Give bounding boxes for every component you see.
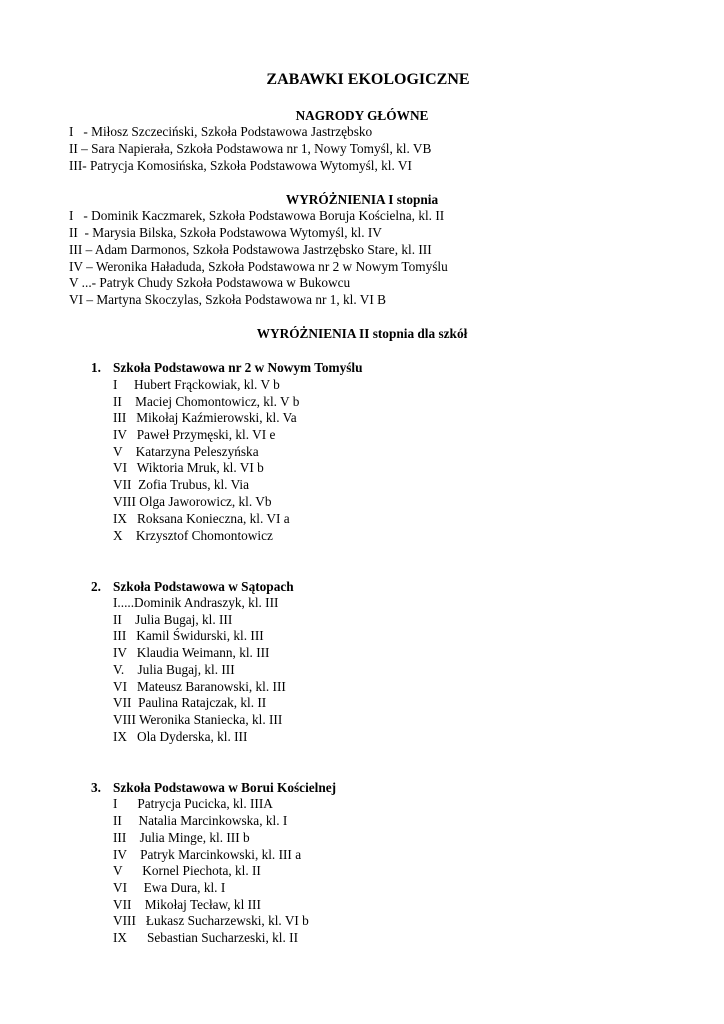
distinction-1-line: I - Dominik Kaczmarek, Szkoła Podstawowa Boruja Kościelna, kl. II [69,208,445,223]
school-entry: V. Julia Bugaj, kl. III [113,662,235,677]
school-entry: VII Paulina Ratajczak, kl. II [113,695,267,710]
school-entry: I Patrycja Pucicka, kl. IIIA [113,796,273,811]
main-prize-line: III- Patrycja Komosińska, Szkoła Podstawowa Wytomyśl, kl. VI [69,158,412,173]
school-entry: V Kornel Piechota, kl. II [113,863,261,878]
school-entry: I Hubert Frąckowiak, kl. V b [113,377,280,392]
school-entry: II Maciej Chomontowicz, kl. V b [113,394,300,409]
school-entry: II Julia Bugaj, kl. III [113,612,233,627]
distinctions-1-heading: WYRÓŻNIENIA I stopnia [285,192,439,207]
school-entry: II Natalia Marcinkowska, kl. I [113,813,288,828]
distinction-1-line: VI – Martyna Skoczylas, Szkoła Podstawowa nr 1, kl. VI B [69,292,386,307]
school-entry: VIII Olga Jaworowicz, kl. Vb [113,494,272,509]
school-name: Szkoła Podstawowa nr 2 w Nowym Tomyślu [113,360,363,375]
distinction-1-line: III – Adam Darmonos, Szkoła Podstawowa Jastrzębsko Stare, kl. III [69,242,432,257]
school-entry: VI Wiktoria Mruk, kl. VI b [113,460,264,475]
school-entry: IX Sebastian Sucharzeski, kl. II [113,930,299,945]
school-entry: X Krzysztof Chomontowicz [113,528,273,543]
distinction-1-line: V ...- Patryk Chudy Szkoła Podstawowa w Bukowcu [69,275,351,290]
school-entry: VIII Weronika Staniecka, kl. III [113,712,283,727]
distinctions-2-heading: WYRÓŻNIENIA II stopnia dla szkół [256,326,468,341]
main-prize-line: II – Sara Napierała, Szkoła Podstawowa nr 1, Nowy Tomyśl, kl. VB [69,141,432,156]
school-entry: III Kamil Świdurski, kl. III [113,628,264,643]
school-heading [91,780,336,797]
school-entry: I.....Dominik Andraszyk, kl. III [113,595,279,610]
school-entry: VII Zofia Trubus, kl. Via [113,477,249,492]
school-number: 2. [91,579,101,594]
school-entry: IX Ola Dyderska, kl. III [113,729,248,744]
school-entry: VI Mateusz Baranowski, kl. III [113,679,286,694]
school-entry: V Katarzyna Peleszyńska [113,444,259,459]
school-entry: IV Paweł Przymęski, kl. VI e [113,427,276,442]
school-entry: IV Klaudia Weimann, kl. III [113,645,270,660]
school-entry: VI Ewa Dura, kl. I [113,880,226,895]
school-entry: IX Roksana Konieczna, kl. VI a [113,511,290,526]
school-number: 1. [91,360,101,375]
main-prize-line: I - Miłosz Szczeciński, Szkoła Podstawowa Jastrzębsko [69,124,373,139]
school-entry: VII Mikołaj Tecław, kl III [113,897,261,912]
school-name: Szkoła Podstawowa w Sątopach [113,579,294,594]
school-entry: III Julia Minge, kl. III b [113,830,250,845]
school-number: 3. [91,780,101,795]
school-entry: VIII Łukasz Sucharzewski, kl. VI b [113,913,309,928]
document-title: ZABAWKI EKOLOGICZNE [266,71,470,88]
school-heading [91,579,294,596]
distinction-1-line: IV – Weronika Haładuda, Szkoła Podstawowa nr 2 w Nowym Tomyślu [69,259,448,274]
school-heading [91,360,362,377]
main-prizes-heading: NAGRODY GŁÓWNE [295,108,429,123]
school-entry: IV Patryk Marcinkowski, kl. III a [113,847,302,862]
school-entry: III Mikołaj Kaźmierowski, kl. Va [113,410,297,425]
distinction-1-line: II - Marysia Bilska, Szkoła Podstawowa Wytomyśl, kl. IV [69,225,382,240]
school-name: Szkoła Podstawowa w Borui Kościelnej [113,780,337,795]
